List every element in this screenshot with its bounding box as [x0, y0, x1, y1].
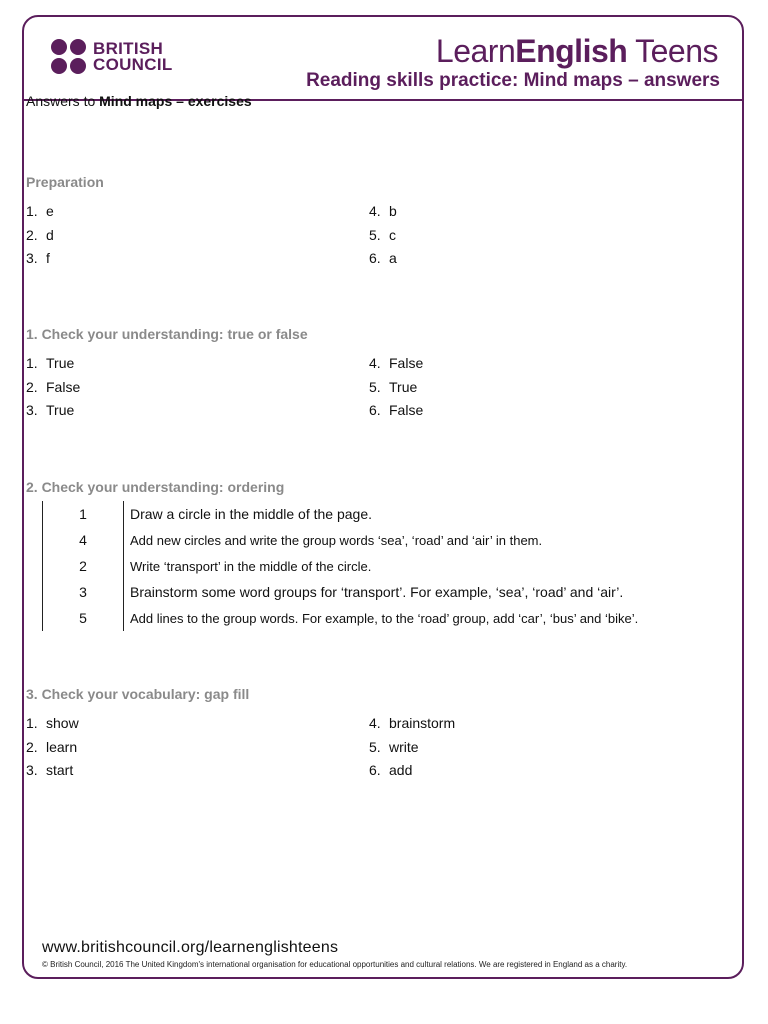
british-council-logo	[51, 39, 173, 74]
true-false-right-column	[369, 353, 423, 424]
order-num: 2	[43, 553, 124, 579]
item-num: 5.	[369, 226, 381, 243]
item-text: write	[389, 738, 419, 755]
item-text: brainstorm	[389, 715, 456, 731]
item-text: True	[46, 355, 75, 371]
answer-item	[369, 201, 397, 225]
answer-item	[26, 201, 54, 225]
item-text: False	[46, 378, 81, 395]
answer-item	[26, 760, 79, 784]
item-num: 5.	[369, 378, 381, 395]
item-num: 5.	[369, 738, 381, 755]
item-num: 6.	[369, 402, 381, 418]
vocabulary-left-column	[26, 713, 79, 784]
item-num: 4.	[369, 203, 381, 219]
section-title-preparation: Preparation	[26, 174, 104, 190]
item-text: False	[389, 355, 424, 371]
item-num: 2.	[26, 378, 38, 395]
item-text: True	[46, 402, 75, 418]
vocabulary-right-column	[369, 713, 455, 784]
answer-item	[26, 400, 80, 424]
item-text: c	[389, 226, 396, 243]
item-num: 4.	[369, 355, 381, 371]
item-text: f	[46, 250, 50, 266]
item-text: start	[46, 762, 74, 778]
order-step-text: Draw a circle in the middle of the page.	[130, 506, 373, 522]
order-step-text: Add lines to the group words. For example, to the ‘road’ group, add ‘car’, ‘bus’ and ‘bike’.	[130, 610, 639, 626]
answer-item	[26, 713, 79, 737]
order-step-text: Brainstorm some word groups for ‘transport’. For example, ‘sea’, ‘road’ and ‘air’.	[130, 584, 624, 600]
item-num: 2.	[26, 226, 38, 243]
intro-prefix: Answers to	[26, 93, 100, 109]
item-num: 1.	[26, 355, 38, 371]
answer-item	[26, 248, 54, 272]
section-title-vocabulary: 3. Check your vocabulary: gap fill	[26, 686, 250, 702]
answer-item	[26, 353, 80, 377]
intro-bold: Mind maps – exercises	[99, 93, 252, 109]
answer-item	[26, 737, 79, 761]
item-num: 3.	[26, 402, 38, 418]
answer-item	[369, 400, 423, 424]
item-text: False	[389, 402, 424, 418]
answer-item	[26, 377, 80, 401]
order-step-text: Write ‘transport’ in the middle of the circle.	[130, 558, 372, 574]
header	[24, 17, 742, 101]
item-num: 3.	[26, 250, 38, 266]
british-council-dots-icon	[51, 39, 86, 74]
item-num: 1.	[26, 203, 38, 219]
brand-learn: Learn	[435, 33, 516, 69]
item-num: 1.	[26, 715, 38, 731]
answer-item	[369, 377, 423, 401]
answer-item	[369, 713, 455, 737]
item-text: b	[389, 203, 397, 219]
ordering-table	[42, 501, 638, 631]
table-row	[43, 501, 638, 527]
table-row	[43, 579, 638, 605]
item-num: 6.	[369, 762, 381, 778]
answer-item	[26, 225, 54, 249]
table-row	[43, 605, 638, 631]
order-num: 5	[43, 605, 124, 631]
true-false-left-column	[26, 353, 80, 424]
page-title: Reading skills practice: Mind maps – answers	[306, 70, 720, 91]
item-text: d	[46, 226, 54, 243]
item-text: add	[389, 762, 413, 778]
learnenglish-teens-logo	[436, 33, 718, 70]
order-num: 1	[43, 501, 124, 527]
order-num: 4	[43, 527, 124, 553]
preparation-right-column	[369, 201, 397, 272]
page-frame	[22, 15, 744, 979]
answer-item	[369, 737, 455, 761]
footer-copyright: © British Council, 2016 The United Kingdom's international organisation for educational opportunities and cultural relations. We are registered in England as a charity.	[42, 960, 628, 969]
section-title-ordering: 2. Check your understanding: ordering	[26, 479, 285, 495]
preparation-left-column	[26, 201, 54, 272]
answer-item	[369, 248, 397, 272]
brand-teens: Teens	[627, 33, 718, 69]
item-num: 6.	[369, 250, 381, 266]
item-text: True	[389, 378, 418, 395]
item-num: 2.	[26, 738, 38, 755]
answer-item	[369, 353, 423, 377]
answer-item	[369, 225, 397, 249]
table-row	[43, 527, 638, 553]
item-text: e	[46, 203, 54, 219]
bc-line2: COUNCIL	[93, 54, 173, 74]
item-text: learn	[46, 738, 78, 755]
item-text: a	[389, 250, 397, 266]
table-row	[43, 553, 638, 579]
footer-url[interactable]: www.britishcouncil.org/learnenglishteens	[42, 939, 339, 956]
order-step-text: Add new circles and write the group words ‘sea’, ‘road’ and ‘air’ in them.	[130, 532, 543, 548]
section-title-true-false: 1. Check your understanding: true or false	[26, 326, 308, 342]
item-num: 3.	[26, 762, 38, 778]
item-text: show	[46, 715, 79, 731]
answer-item	[369, 760, 455, 784]
bc-line1: BRITISH	[93, 38, 164, 58]
item-num: 4.	[369, 715, 381, 731]
order-num: 3	[43, 579, 124, 605]
brand-english: English	[515, 33, 628, 69]
british-council-wordmark	[93, 38, 173, 74]
intro-line	[26, 93, 252, 109]
